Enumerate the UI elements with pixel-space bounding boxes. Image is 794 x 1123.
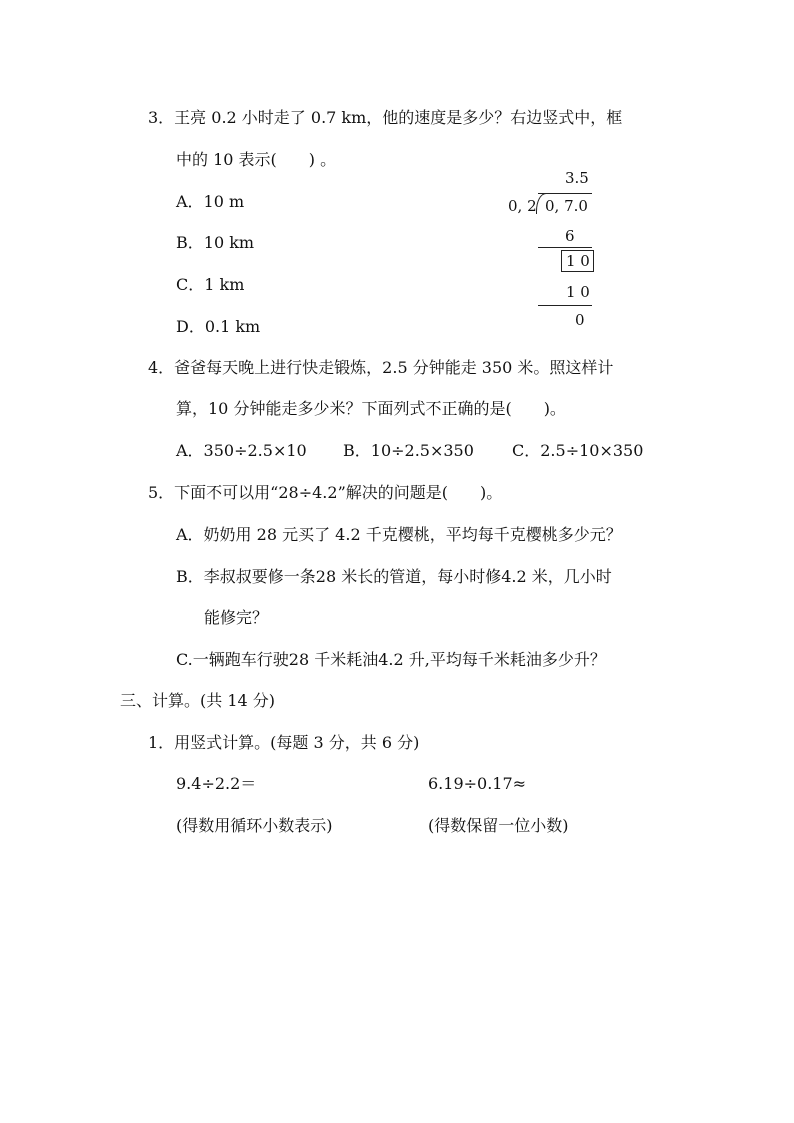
division-rule-1 [538, 247, 592, 248]
q4-option-a: A．350÷2.5×10 [176, 441, 307, 460]
q3-option-b: B．10 km [176, 233, 255, 252]
q5-option-a: A．奶奶用 28 元买了 4.2 千克樱桃，平均每千克樱桃多少元？ [176, 525, 622, 544]
q3-text-line2: 中的 10 表示( ) 。 [176, 150, 337, 169]
division-step2: 1 0 [566, 283, 590, 301]
calc-expression-b: 6.19÷0.17≈ [428, 774, 527, 793]
section-3-title: 三、计算。(共 14 分) [120, 691, 276, 710]
division-divisor: 0, 2 [508, 197, 537, 215]
q5-option-b-line2: 能修完？ [204, 608, 269, 627]
q4-text-line2: 算，10 分钟能走多少米？下面列式不正确的是( )。 [176, 399, 566, 418]
q3-option-c: C．1 km [176, 275, 245, 294]
q3-option-d: D．0.1 km [176, 317, 261, 336]
calc-note-a: (得数用循环小数表示) [176, 816, 333, 835]
division-rule-2 [538, 305, 592, 306]
calc-note-b: (得数保留一位小数) [428, 816, 569, 835]
division-quotient: 3.5 [565, 169, 589, 187]
q3-text-line1: 3．王亮 0.2 小时走了 0.7 km，他的速度是多少？右边竖式中，框 [148, 108, 623, 127]
division-step1: 6 [565, 227, 575, 245]
calc-expression-a: 9.4÷2.2＝ [176, 774, 257, 793]
division-boxed-ten: 1 0 [566, 252, 590, 270]
q5-option-b-line1: B．李叔叔要修一条28 米长的管道，每小时修4.2 米，几小时 [176, 567, 612, 586]
q5-text-line1: 5．下面不可以用“28÷4.2”解决的问题是( )。 [148, 483, 503, 502]
q5-option-c: C.一辆跑车行驶28 千米耗油4.2 升,平均每千米耗油多少升？ [176, 650, 606, 669]
q4-option-b: B．10÷2.5×350 [343, 441, 474, 460]
q4-option-c: C．2.5÷10×350 [512, 441, 644, 460]
section-3-q1: 1．用竖式计算。(每题 3 分，共 6 分) [148, 733, 420, 752]
division-remainder: 0 [575, 311, 585, 329]
division-dividend: 0, 7.0 [545, 197, 588, 215]
q3-option-a: A．10 m [176, 192, 245, 211]
q4-text-line1: 4．爸爸每天晚上进行快走锻炼，2.5 分钟能走 350 米。照这样计 [148, 358, 614, 377]
